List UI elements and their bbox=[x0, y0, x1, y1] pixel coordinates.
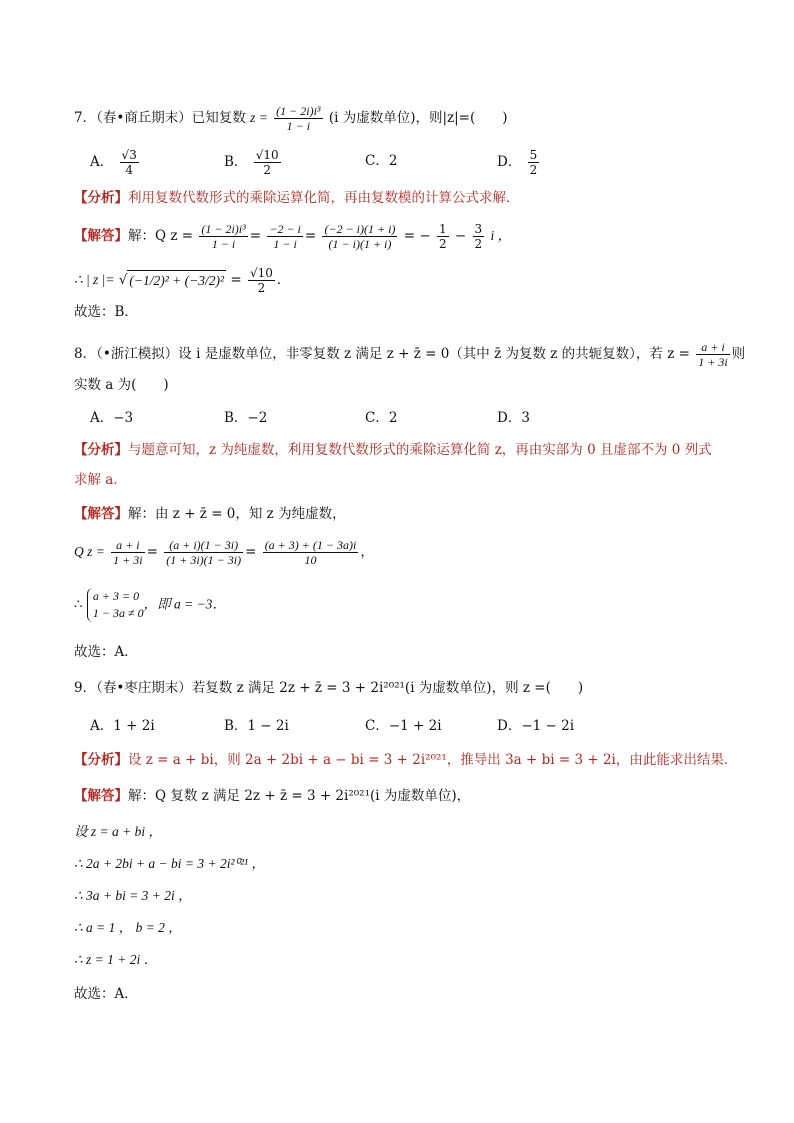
q7-solution-tag: 【解答】 bbox=[74, 228, 128, 244]
q7-mod-root: (−1/2)² + (−3/2)² bbox=[127, 270, 226, 291]
q7-frac-den: 1 − i bbox=[286, 119, 311, 133]
q7-mod-eq: = bbox=[230, 272, 242, 288]
q8-solution-line1 bbox=[74, 504, 346, 524]
q8-solution-text: 解：由 z + z̄ = 0，知 z 为纯虚数， bbox=[128, 506, 346, 522]
q8-sys-line1: a + 3 = 0 bbox=[92, 589, 140, 603]
q7-sol-half2 bbox=[473, 222, 485, 251]
q8-sol2-prefix: Q z = bbox=[74, 544, 105, 559]
q9-option-b[interactable]: B．1 − 2i bbox=[224, 718, 289, 734]
q7-stem-prefix: 7．（春•商丘期末）已知复数 bbox=[74, 110, 246, 126]
q8-stem-line2: 实数 a 为( ) bbox=[74, 377, 169, 393]
q7-option-d-fraction bbox=[528, 148, 540, 177]
q8-sol2-frac1-num: a + i bbox=[111, 538, 144, 553]
q8-analysis-line2: 求解 a． bbox=[74, 472, 127, 488]
q7-mod-end: ． bbox=[276, 272, 291, 288]
q8-stem-den: 1 + 3i bbox=[698, 355, 728, 369]
q8-analysis-tag: 【分析】 bbox=[74, 442, 128, 458]
q7-modulus-line bbox=[74, 266, 290, 295]
q7-frac-num: (1 − 2i)i³ bbox=[276, 104, 321, 118]
q7-option-b-fraction bbox=[254, 148, 281, 177]
q7-option-d-den: 2 bbox=[529, 163, 538, 177]
q9-option-a[interactable]: A．1 + 2i bbox=[90, 718, 155, 734]
q9-step5: ∴ z = 1 + 2i ． bbox=[74, 952, 158, 967]
q9-answer: 故选：A． bbox=[74, 986, 138, 1002]
q7-sol-half1-den: 2 bbox=[438, 237, 447, 251]
q8-system-brace bbox=[87, 588, 144, 622]
q8-sol2-frac2-den: (1 + 3i)(1 − 3i) bbox=[166, 553, 242, 567]
q7-sol-frac2-num: −2 − i bbox=[269, 222, 301, 236]
q7-sol-half2-num: 3 bbox=[474, 222, 483, 236]
q7-stem bbox=[74, 104, 508, 133]
q7-analysis-tag: 【分析】 bbox=[74, 190, 128, 206]
q8-sol2-end: ， bbox=[360, 544, 374, 560]
q8-analysis-text: 与题意可知，z 为纯虚数，利用复数代数形式的乘除运算化简 z，再由实部为 0 且虚部不为 0 列式 bbox=[128, 442, 712, 458]
q7-stem-suffix: (i 为虚数单位)，则|z|=( ) bbox=[328, 110, 508, 126]
q8-stem-num: a + i bbox=[696, 340, 729, 355]
q7-option-a-num: √3 bbox=[121, 148, 137, 162]
q9-step1: 设 z = a + bi ， bbox=[74, 824, 162, 839]
q7-sol-frac2-den: 1 − i bbox=[273, 237, 297, 251]
q8-stem1-end: 则 bbox=[731, 346, 746, 362]
q7-analysis-text: 利用复数代数形式的乘除运算化简，再由复数模的计算公式求解． bbox=[128, 190, 520, 206]
q9-analysis-tag: 【分析】 bbox=[74, 752, 128, 768]
q7-option-b[interactable] bbox=[224, 148, 283, 177]
q8-sys-result: ，即 a = −3． bbox=[143, 596, 226, 612]
q7-sol-half1 bbox=[437, 222, 449, 251]
q7-mod-prefix: ∴ | z |= bbox=[74, 272, 115, 287]
q8-sol2-frac2 bbox=[164, 538, 243, 567]
q7-root-sign: √ bbox=[118, 272, 128, 288]
q7-analysis bbox=[74, 188, 520, 208]
q7-sol-frac3 bbox=[322, 222, 397, 251]
q8-option-b[interactable]: B．−2 bbox=[224, 410, 268, 426]
q9-stem: 9．（春•枣庄期末）若复数 z 满足 2z + z̄ = 3 + 2i²⁰²¹(i 为虚数单位)，则 z =( ) bbox=[74, 680, 584, 696]
q8-sys-line2: 1 − 3a ≠ 0 bbox=[92, 606, 144, 620]
q9-step2: ∴ 2a + 2bi + a − bi = 3 + 2i²⁰²¹ ， bbox=[74, 856, 265, 871]
q7-option-a-fraction bbox=[120, 148, 139, 177]
q8-sol2-frac3-num: (a + 3) + (1 − 3a)i bbox=[264, 538, 357, 552]
q8-stem-fraction bbox=[696, 340, 729, 369]
q9-analysis bbox=[74, 750, 737, 770]
q9-option-d[interactable]: D．−1 − 2i bbox=[497, 718, 575, 734]
q7-sol-frac1-num: (1 − 2i)i³ bbox=[201, 222, 246, 236]
q9-solution-line1 bbox=[74, 786, 470, 806]
q7-eq-z: z = bbox=[250, 110, 268, 125]
q7-option-c[interactable] bbox=[365, 151, 397, 171]
q8-analysis-line1 bbox=[74, 440, 712, 460]
q8-solution-line2: Q z = $\frac{a + i}{1 + 3i}$ = $\frac{(a + i)(1 - 3i)}{(1 + 3i)(1 - 3i)}$ = $\frac{(a + 3) + (1 - 3a)i}{10}$ ， bbox=[74, 538, 374, 567]
q7-sol-frac3-den: (1 − i)(1 + i) bbox=[328, 237, 392, 251]
q7-option-a-label: A． bbox=[90, 154, 114, 170]
q8-option-c[interactable]: C．2 bbox=[365, 410, 398, 426]
q8-answer: 故选：A． bbox=[74, 644, 138, 660]
q8-sol2-frac3 bbox=[263, 538, 359, 567]
q7-sol-frac3-num: (−2 − i)(1 + i) bbox=[324, 222, 396, 236]
q7-solution-prefix: 解：Q z = bbox=[128, 228, 194, 244]
q8-option-a[interactable]: A．−3 bbox=[90, 410, 134, 426]
q9-step3: ∴ 3a + bi = 3 + 2i ， bbox=[74, 888, 192, 903]
q7-mod-den: 2 bbox=[257, 281, 266, 295]
q7-option-b-num: √10 bbox=[255, 148, 279, 162]
q7-sol-tail: = − bbox=[403, 228, 431, 244]
q7-option-b-den: 2 bbox=[263, 163, 271, 177]
q7-sol-end: i ， bbox=[490, 228, 512, 243]
q7-solution: 【解答】解：Q z = $\frac{\text{(1 − 2i)i³}}{1 - i}$ = $\frac{-2 - i}{1 - i}$ = $\frac{(-2 - i)(1 + i)}{(1 - i)(1 + i)}$ = − $\frac{1}{2}$ − $\frac{3}{2}$ i ， bbox=[74, 222, 512, 251]
q7-sol-frac1 bbox=[199, 222, 247, 251]
q7-option-d-num: 5 bbox=[529, 148, 538, 162]
q7-option-b-label: B． bbox=[224, 154, 248, 170]
q9-analysis-text: 设 z = a + bi，则 2a + 2bi + a − bi = 3 + 2i²⁰²¹，推导出 3a + bi = 3 + 2i，由此能求出结果． bbox=[128, 752, 738, 768]
q7-option-a[interactable] bbox=[90, 148, 141, 177]
q7-mod-num: √10 bbox=[249, 266, 273, 280]
q7-sol-mid: − bbox=[454, 228, 467, 244]
q9-step4: ∴ a = 1 ， b = 2 ， bbox=[74, 920, 182, 935]
q7-option-d-label: D． bbox=[497, 154, 522, 170]
q8-sol2-frac3-den: 10 bbox=[304, 553, 317, 567]
q8-sol2-frac1-den: 1 + 3i bbox=[113, 553, 143, 567]
q7-option-d[interactable] bbox=[497, 148, 541, 177]
q8-sol2-frac2-num: (a + i)(1 − 3i) bbox=[164, 538, 243, 553]
q9-solution-text: 解：Q 复数 z 满足 2z + z̄ = 3 + 2i²⁰²¹(i 为虚数单位)， bbox=[128, 788, 471, 804]
q7-sol-frac1-den: 1 − i bbox=[211, 237, 236, 251]
q7-mod-fraction bbox=[248, 266, 275, 295]
q8-solution-tag: 【解答】 bbox=[74, 506, 128, 522]
q7-option-c-label: C． bbox=[365, 153, 389, 169]
q8-system-line bbox=[74, 588, 226, 622]
q7-stem-fraction bbox=[274, 104, 322, 133]
q8-sol2-frac1 bbox=[111, 538, 144, 567]
q9-solution-tag: 【解答】 bbox=[74, 788, 128, 804]
q7-option-c-text: 2 bbox=[388, 153, 398, 169]
q7-sol-frac2 bbox=[267, 222, 303, 251]
q8-option-d[interactable]: D．3 bbox=[497, 410, 530, 426]
q8-stem1: 8．（•浙江模拟）设 i 是虚数单位，非零复数 z 满足 z + z̄ = 0（其中 z̄ 为复数 z 的共轭复数），若 z = bbox=[74, 346, 690, 362]
q7-answer: 故选：B． bbox=[74, 304, 138, 320]
q8-sys-prefix: ∴ bbox=[74, 596, 83, 613]
q7-option-a-den: 4 bbox=[125, 163, 133, 177]
q7-sol-half1-num: 1 bbox=[438, 222, 447, 236]
q8-stem-line1 bbox=[74, 340, 745, 369]
q7-sol-half2-den: 2 bbox=[474, 237, 483, 251]
q9-option-c[interactable]: C．−1 + 2i bbox=[365, 718, 442, 734]
